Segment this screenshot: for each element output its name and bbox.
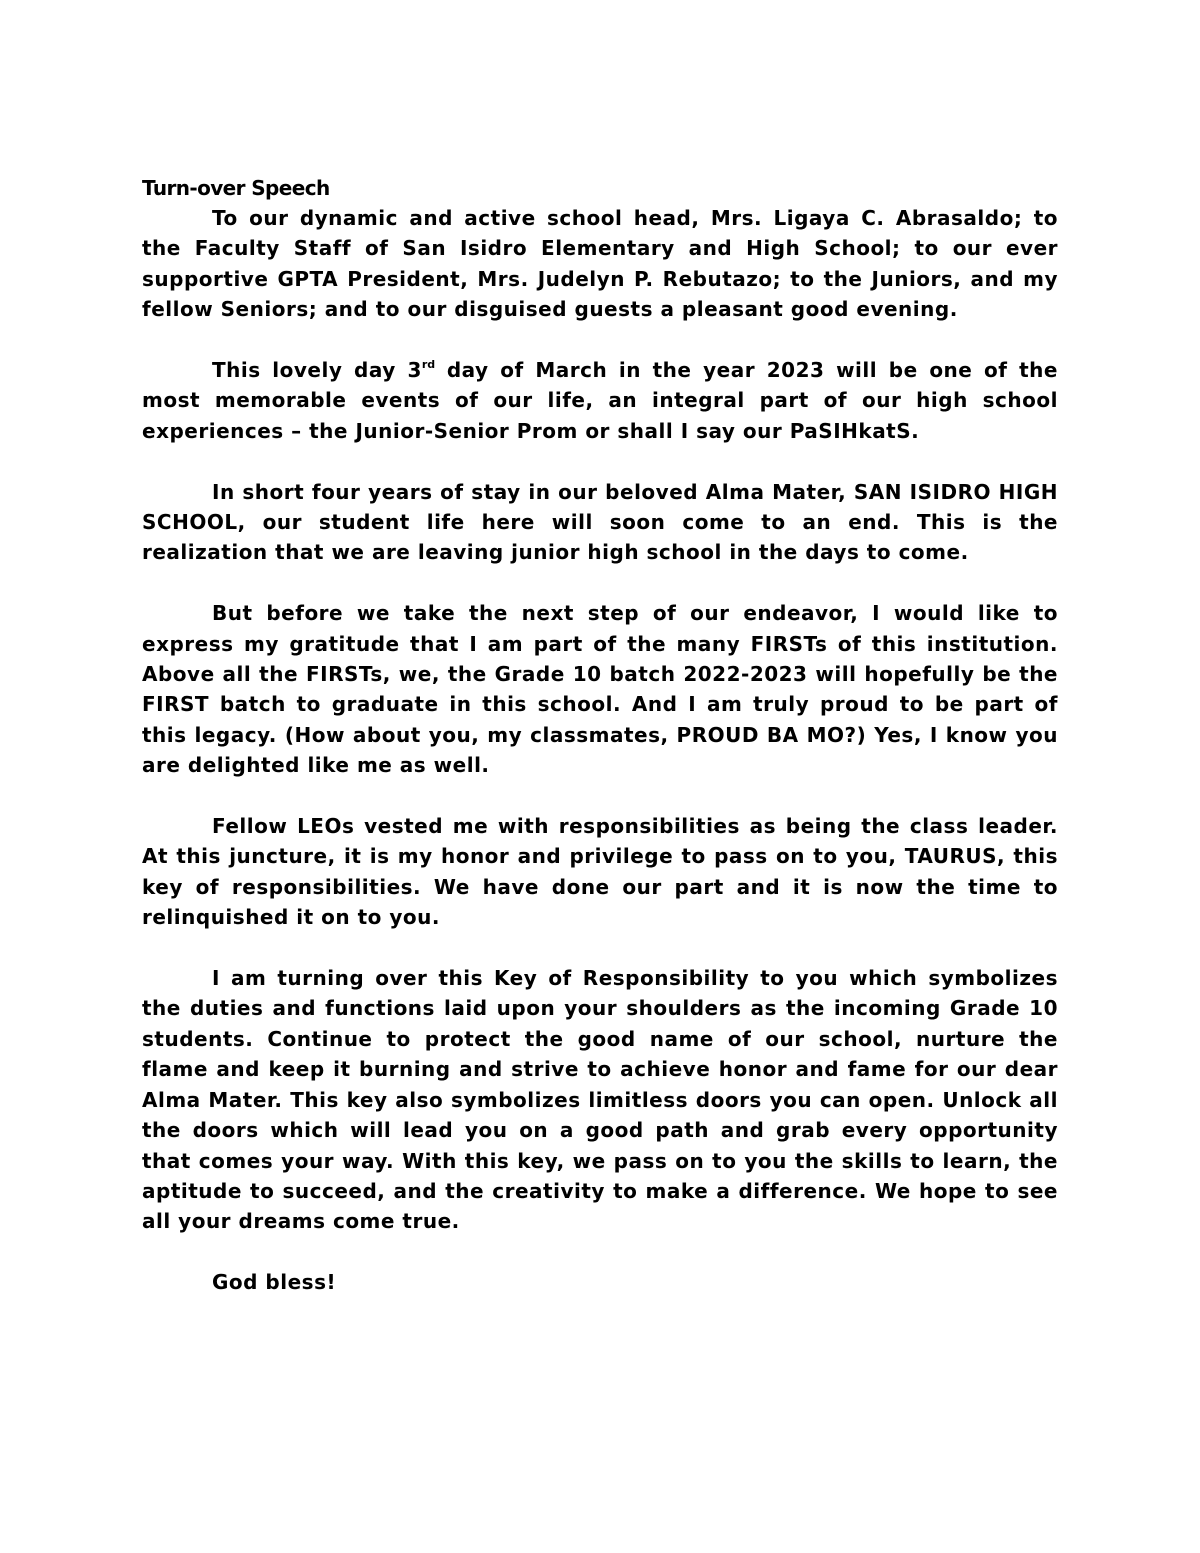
paragraph-prom-date-rest: day of March in the year 2023 will be one of the most memorable events of our life, an integral part of our high school experiences – the Junior-Senior Prom or shall I say our PaSIHkatS. — [142, 358, 1058, 443]
paragraph-responsibilities: Fellow LEOs vested me with responsibilities as being the class leader. At this juncture, it is my honor and privilege to pass on to you, TAURUS, this key of responsibilities. We have done our part and it is now the time to relinquished it on to you. — [142, 814, 1058, 930]
paragraph-prom-date-start: This lovely day 3 — [212, 358, 422, 383]
paragraph-prom-date — [142, 355, 1058, 446]
paragraph-closing: God bless! — [212, 1270, 337, 1295]
paragraph-four-years: In short four years of stay in our beloved Alma Mater, SAN ISIDRO HIGH SCHOOL, our student life here will soon come to an end. This is the realization that we are leaving junior high school in the days to come. — [142, 479, 1058, 565]
paragraph-greeting: To our dynamic and active school head, Mrs. Ligaya C. Abrasaldo; to the Faculty Staff of San Isidro Elementary and High School; to our ever supportive GPTA President, Mrs. Judelyn P. Rebutazo; to the Juniors, and my fellow Seniors; and to our disguised guests a pleasant good evening. — [142, 206, 1058, 322]
ordinal-suffix: rd — [421, 358, 436, 372]
speech-body — [142, 173, 1058, 1328]
paragraph-key-of-responsibility: I am turning over this Key of Responsibility to you which symbolizes the duties and functions laid upon your shoulders as the incoming Grade 10 students. Continue to protect the good name of our school, nurture the flame and keep it burning and strive to achieve honor and fame for our dear Alma Mater. This key also symbolizes limitless doors you can open. Unlock all the doors which will lead you on a good path and grab every opportunity that comes your way. With this key, we pass on to you the skills to learn, the aptitude to succeed, and the creativity to make a difference. We hope to see all your dreams come true. — [142, 966, 1058, 1234]
document-title: Turn-over Speech — [142, 176, 330, 200]
paragraph-gratitude: But before we take the next step of our endeavor, I would like to express my gratitude that I am part of the many FIRSTs of this institution. Above all the FIRSTs, we, the Grade 10 batch 2022-2023 will hopefully be the FIRST batch to graduate in this school. And I am truly proud to be part of this legacy. (How about you, my classmates, PROUD BA MO?) Yes, I know you are delighted like me as well. — [142, 601, 1058, 778]
